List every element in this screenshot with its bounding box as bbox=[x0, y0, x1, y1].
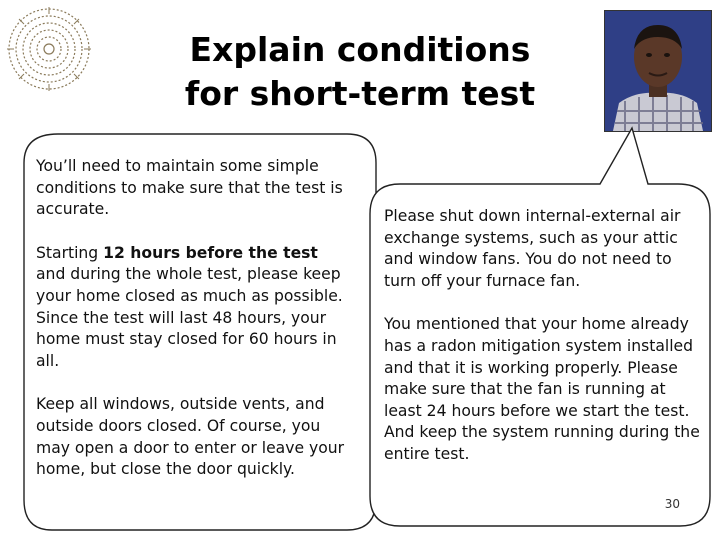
right-paragraph-1: Please shut down internal-external air exchange systems, such as your attic and window fans. You do not need to turn off your furnace fan. bbox=[384, 207, 681, 290]
left-paragraph-2-rest: and during the whole test, please keep your home closed as much as possible. Since the test will last 48 hours, your home must stay closed for 60 hours in all. bbox=[36, 265, 343, 370]
right-paragraph-2: You mentioned that your home already has a radon mitigation system installed and that it is working properly. Please make sure that the fan is running at least 24 hours before we start the test. And keep the system running during the entire test. bbox=[384, 315, 700, 463]
page-number: 30 bbox=[664, 497, 680, 511]
left-paragraph-2-lead: Starting bbox=[36, 243, 104, 262]
left-paragraph-1: You’ll need to maintain some simple conditions to make sure that the test is accurate. bbox=[36, 157, 343, 219]
left-paragraph-2 bbox=[36, 243, 350, 373]
title-line-1: Explain conditions bbox=[189, 30, 531, 69]
left-paragraph-3: Keep all windows, outside vents, and outside doors closed. Of course, you may open a door to enter or leave your home, but close the door quickly. bbox=[36, 395, 345, 479]
title-line-2: for short-term test bbox=[184, 74, 536, 113]
left-paragraph-2-bold: 12 hours before the test bbox=[103, 243, 318, 262]
right-bubble-text bbox=[384, 206, 700, 466]
left-bubble-text bbox=[36, 156, 350, 481]
